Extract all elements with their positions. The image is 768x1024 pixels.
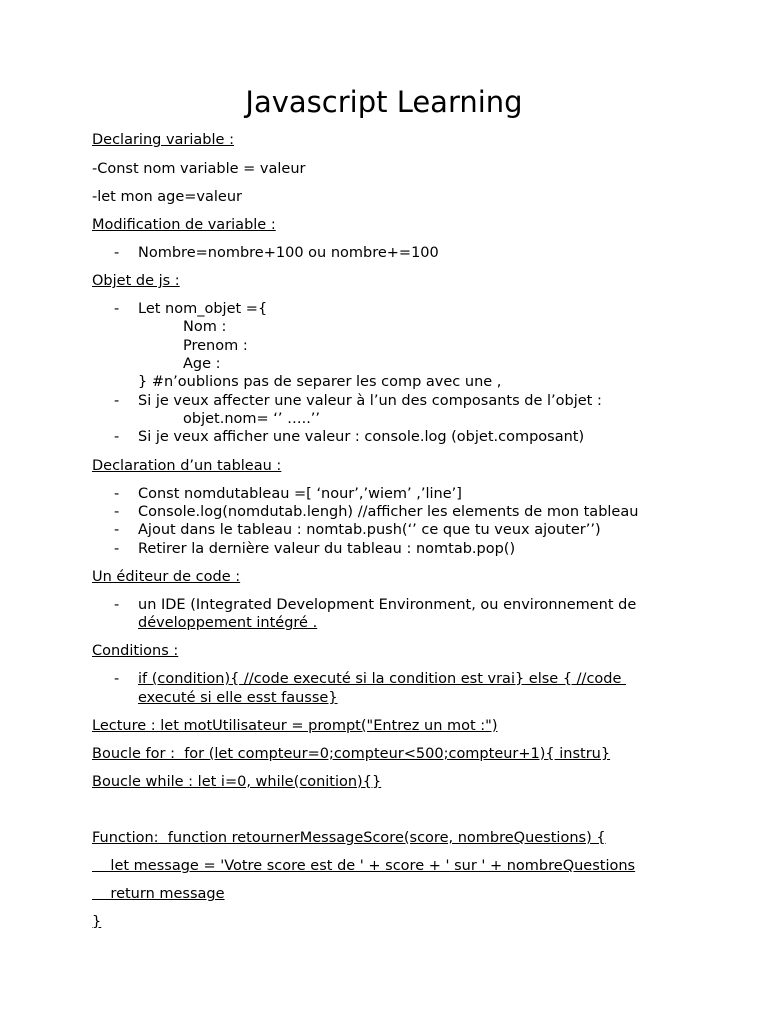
function-line-4: } (92, 914, 102, 930)
tableau-item-4: Retirer la dernière valeur du tableau : nomtab.pop() (138, 541, 516, 557)
tableau-item-3: Ajout dans le tableau : nomtab.push(‘’ ce que tu veux ajouter’’) (138, 522, 601, 538)
bullet: - (114, 393, 120, 409)
objet-field-nom: Nom : (183, 319, 227, 335)
objet-field-age: Age : (183, 356, 221, 372)
bullet: - (114, 597, 120, 613)
bullet: - (114, 245, 120, 261)
editeur-line-2: développement intégré . (138, 615, 318, 631)
bullet: - (114, 429, 120, 445)
conditions-line-2: executé si elle esst fausse} (138, 690, 338, 706)
page-title: Javascript Learning (245, 85, 523, 119)
function-line-2: let message = 'Votre score est de ' + score + ' sur ' + nombreQuestions (92, 858, 636, 874)
conditions-heading: Conditions : (92, 643, 179, 659)
lecture-line: Lecture : let motUtilisateur = prompt("Entrez un mot :") (92, 718, 498, 734)
tableau-item-1: Const nomdutableau =[ ‘nour’,’wiem’ ,’line’] (138, 486, 462, 502)
modification-item-1: Nombre=nombre+100 ou nombre+=100 (138, 245, 439, 261)
declaring-line-2: -let mon age=valeur (92, 189, 242, 205)
bullet: - (114, 671, 120, 687)
boucle-while-line: Boucle while : let i=0, while(conition){} (92, 774, 382, 790)
bullet: - (114, 486, 120, 502)
boucle-for-line: Boucle for : for (let compteur=0;compteur<500;compteur+1){ instru} (92, 746, 611, 762)
bullet: - (114, 504, 120, 520)
objet-close: } #n’oublions pas de separer les comp avec une , (138, 374, 502, 390)
editeur-heading: Un éditeur de code : (92, 569, 241, 585)
objet-item-2-code: objet.nom= ‘’ …..’’ (183, 411, 321, 427)
declaring-line-1: -Const nom variable = valeur (92, 161, 306, 177)
bullet: - (114, 522, 120, 538)
objet-item-2: Si je veux affecter une valeur à l’un des composants de l’objet : (138, 393, 602, 409)
editeur-line-1: un IDE (Integrated Development Environment, ou environnement de (138, 597, 637, 613)
conditions-line-1: if (condition){ //code executé si la condition est vrai} else { //code (138, 671, 627, 687)
declaring-heading: Declaring variable : (92, 132, 234, 148)
bullet: - (114, 541, 120, 557)
function-line-3: return message (92, 886, 225, 902)
tableau-heading: Declaration d’un tableau : (92, 458, 282, 474)
function-line-1: Function: function retournerMessageScore(score, nombreQuestions) { (92, 830, 606, 846)
objet-item-3: Si je veux afficher une valeur : console.log (objet.composant) (138, 429, 585, 445)
objet-field-prenom: Prenom : (183, 338, 248, 354)
objet-heading: Objet de js : (92, 273, 180, 289)
objet-item-1: Let nom_objet ={ (138, 301, 268, 317)
tableau-item-2: Console.log(nomdutab.lengh) //afficher les elements de mon tableau (138, 504, 639, 520)
modification-heading: Modification de variable : (92, 217, 276, 233)
bullet: - (114, 301, 120, 317)
